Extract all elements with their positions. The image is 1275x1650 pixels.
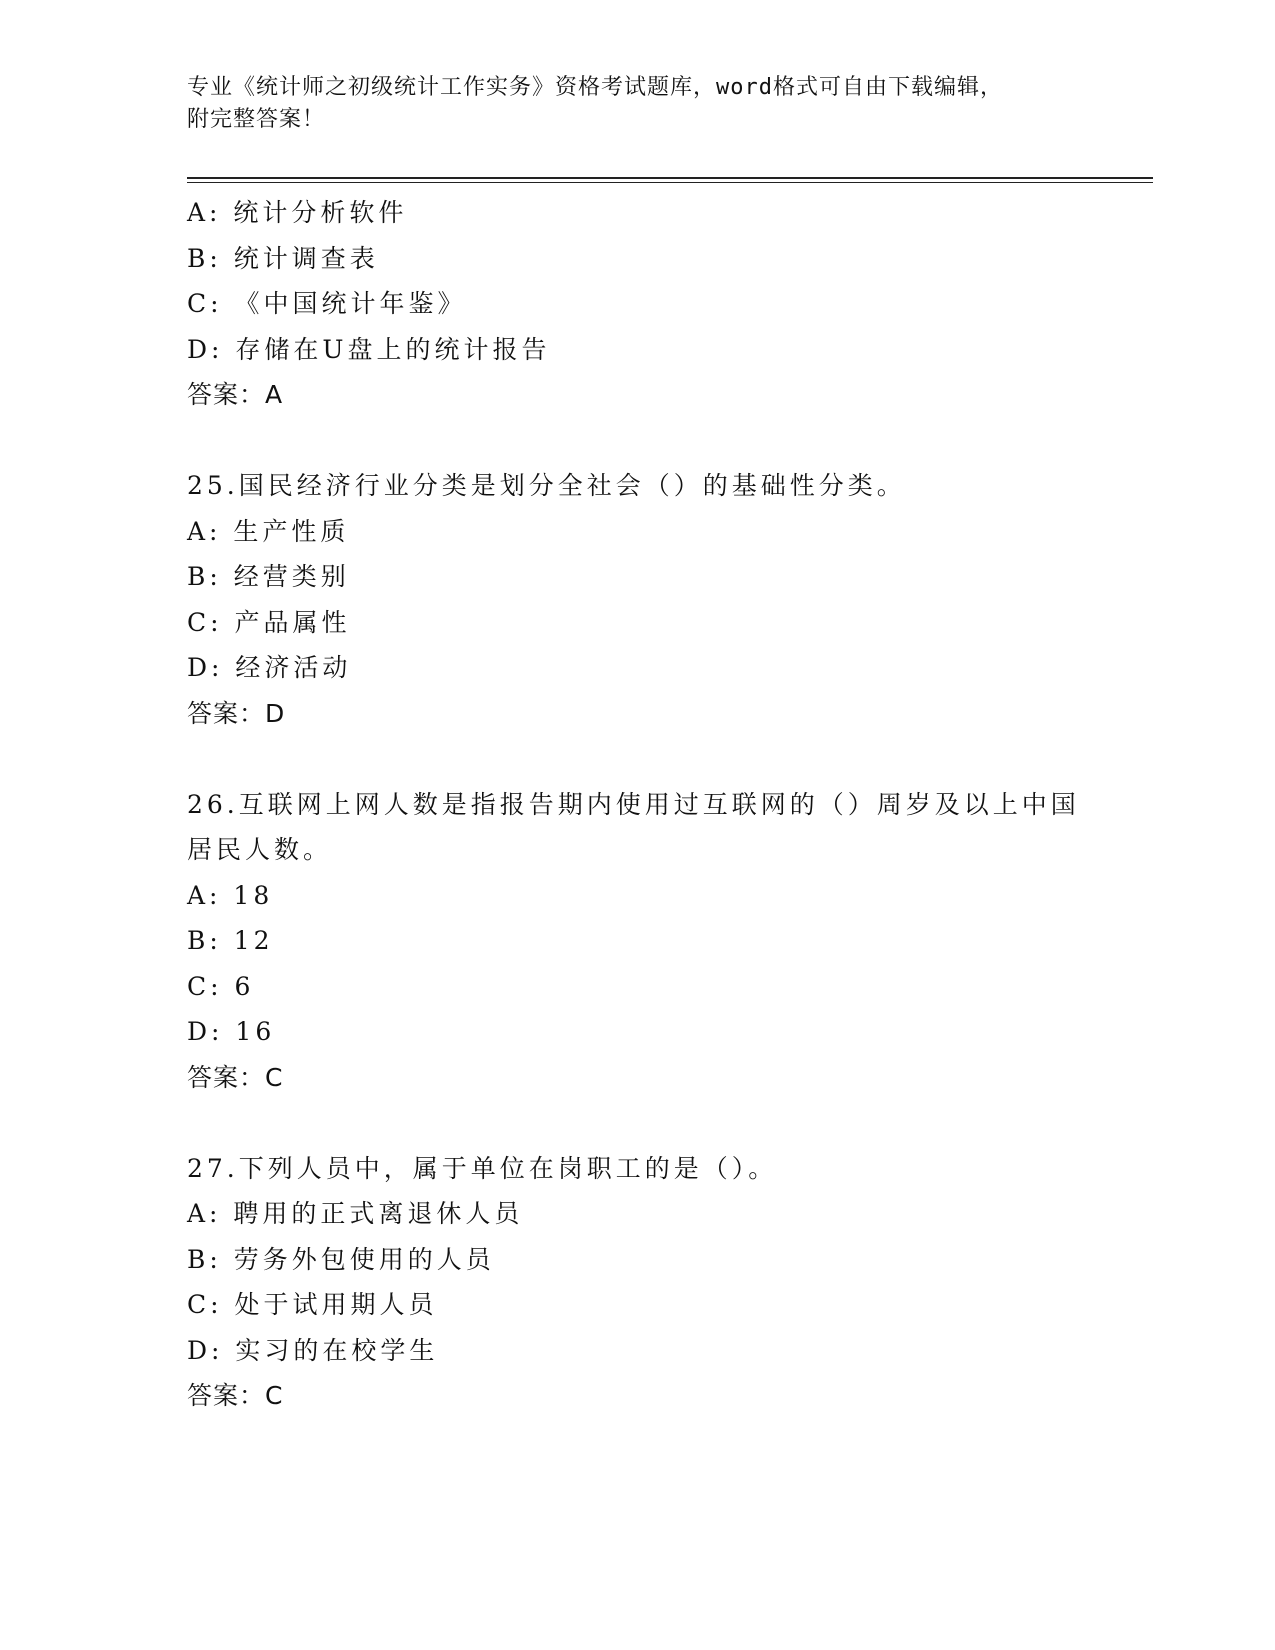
question-25 — [187, 463, 1087, 736]
option-d: D: 16 — [187, 1017, 276, 1046]
option-c: C: 6 — [187, 971, 255, 1001]
header-divider-thick — [187, 177, 1153, 179]
question-stem: 27.下列人员中，属于单位在岗职工的是（）。 — [187, 1153, 778, 1183]
question-list — [187, 190, 1087, 1419]
option-a: A: 生产性质 — [187, 516, 350, 546]
option-b: B: 劳务外包使用的人员 — [187, 1244, 495, 1274]
option-a: A: 统计分析软件 — [187, 198, 408, 227]
option-d: D: 存储在U盘上的统计报告 — [187, 334, 551, 364]
answer-line: 答案：A — [187, 380, 284, 409]
document-header — [187, 72, 1077, 136]
spacer — [187, 736, 1087, 782]
spacer — [187, 1100, 1087, 1146]
option-d: D: 经济活动 — [187, 653, 352, 682]
option-c: C: 《中国统计年鉴》 — [187, 289, 467, 318]
option-b: B: 12 — [187, 926, 274, 955]
option-c: C: 产品属性 — [187, 607, 351, 637]
header-line-1: 专业《统计师之初级统计工作实务》资格考试题库，word格式可自由下载编辑， — [187, 75, 1003, 100]
option-b: B: 统计调查表 — [187, 243, 379, 273]
header-divider-thin — [187, 182, 1153, 183]
question-stem-continued: 居民人数。 — [187, 835, 333, 864]
option-c: C: 处于试用期人员 — [187, 1290, 438, 1319]
question-stem: 25.国民经济行业分类是划分全社会（）的基础性分类。 — [187, 471, 906, 500]
answer-line: 答案：C — [187, 1381, 284, 1410]
answer-line: 答案：C — [187, 1062, 284, 1092]
option-a: A: 18 — [187, 880, 274, 910]
header-line-2: 附完整答案！ — [187, 107, 326, 132]
option-a: A: 聘用的正式离退休人员 — [187, 1199, 524, 1228]
question-26 — [187, 782, 1087, 1101]
question-24-continuation — [187, 190, 1087, 418]
question-27 — [187, 1146, 1087, 1419]
option-d: D: 实习的在校学生 — [187, 1335, 439, 1365]
spacer — [187, 418, 1087, 464]
answer-line: 答案：D — [187, 698, 286, 728]
question-stem: 26.互联网上网人数是指报告期内使用过互联网的（）周岁及以上中国 — [187, 789, 1080, 819]
option-b: B: 经营类别 — [187, 562, 350, 591]
